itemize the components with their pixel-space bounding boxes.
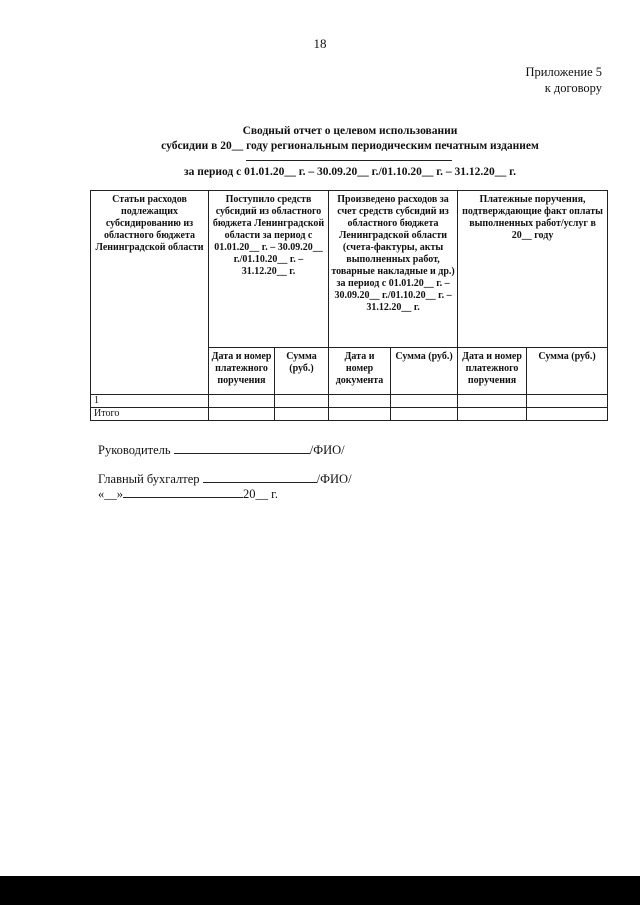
table-cell	[209, 408, 275, 421]
table-cell	[275, 395, 329, 408]
subheader-payment-date: Дата и номер платежного поручения	[458, 348, 527, 395]
head-label: Руководитель	[98, 443, 171, 457]
table-cell	[527, 395, 608, 408]
table-cell	[527, 408, 608, 421]
table-row-total	[91, 408, 608, 421]
report-period: за период с 01.01.20__ г. – 30.09.20__ г./01.10.20__ г. – 31.12.20__ г.	[184, 166, 516, 178]
head-name-suffix: /ФИО/	[309, 443, 345, 457]
table-cell	[209, 395, 275, 408]
subheader-received-date: Дата и номер платежного поручения	[209, 348, 275, 395]
title-line-1: Сводный отчет о целевом использовании	[242, 125, 458, 137]
subheader-expense-sum: Сумма (руб.)	[391, 348, 458, 395]
title-blank-line	[246, 160, 452, 161]
appendix-line-2: к договору	[544, 81, 602, 95]
row-label-total: Итого	[91, 408, 209, 421]
accountant-signature-blank	[203, 482, 317, 483]
accountant-name-suffix: /ФИО/	[316, 472, 352, 486]
table-cell	[275, 408, 329, 421]
title-line-2: субсидии в 20__ году региональным периодическим печатным изданием	[161, 140, 539, 152]
date-year: 20__ г.	[243, 487, 278, 501]
table-row	[91, 395, 608, 408]
date-month-blank	[123, 497, 243, 498]
table-cell	[329, 408, 391, 421]
table-cell	[391, 395, 458, 408]
appendix-note	[526, 64, 602, 96]
table-cell	[329, 395, 391, 408]
appendix-line-1: Приложение 5	[525, 65, 602, 79]
scan-bottom-border	[0, 876, 640, 905]
document-title	[0, 124, 640, 154]
table-cell	[458, 408, 527, 421]
accountant-signature-line	[98, 472, 352, 487]
subheader-payment-sum: Сумма (руб.)	[527, 348, 608, 395]
table-cell	[458, 395, 527, 408]
header-payment-orders: Платежные поручения, подтверждающие факт оплаты выполненных работ/услуг в 20__ году	[458, 191, 608, 348]
table-cell	[391, 408, 458, 421]
date-day: «__»	[98, 487, 123, 501]
subheader-received-sum: Сумма (руб.)	[275, 348, 329, 395]
subheader-expense-document: Дата и номер документа	[329, 348, 391, 395]
header-expense-items: Статьи расходов подлежащих субсидированию из областного бюджета Ленинградской области	[91, 191, 209, 395]
row-label: 1	[91, 395, 209, 408]
accountant-label: Главный бухгалтер	[98, 472, 200, 486]
header-received-funds: Поступило средств субсидий из областного бюджета Ленинградской области за период с 01.01.20__ г. – 30.09.20__ г./01.10.20__ г. – 31.12.20__ г.	[209, 191, 329, 348]
page-number: 18	[313, 36, 327, 51]
header-expenses-made: Произведено расходов за счет средств субсидий из областного бюджета Ленинградской области (счета-фактуры, акты выполненных работ, товарные накладные и др.) за период с 01.01.20__ г. – 30.09.20__ г./01.10.20__ г. – 31.12.20__ г.	[329, 191, 458, 348]
table-header-row	[91, 191, 608, 348]
report-table	[90, 190, 608, 421]
head-signature-line	[98, 443, 345, 458]
head-signature-blank	[174, 453, 310, 454]
date-line	[98, 487, 278, 502]
